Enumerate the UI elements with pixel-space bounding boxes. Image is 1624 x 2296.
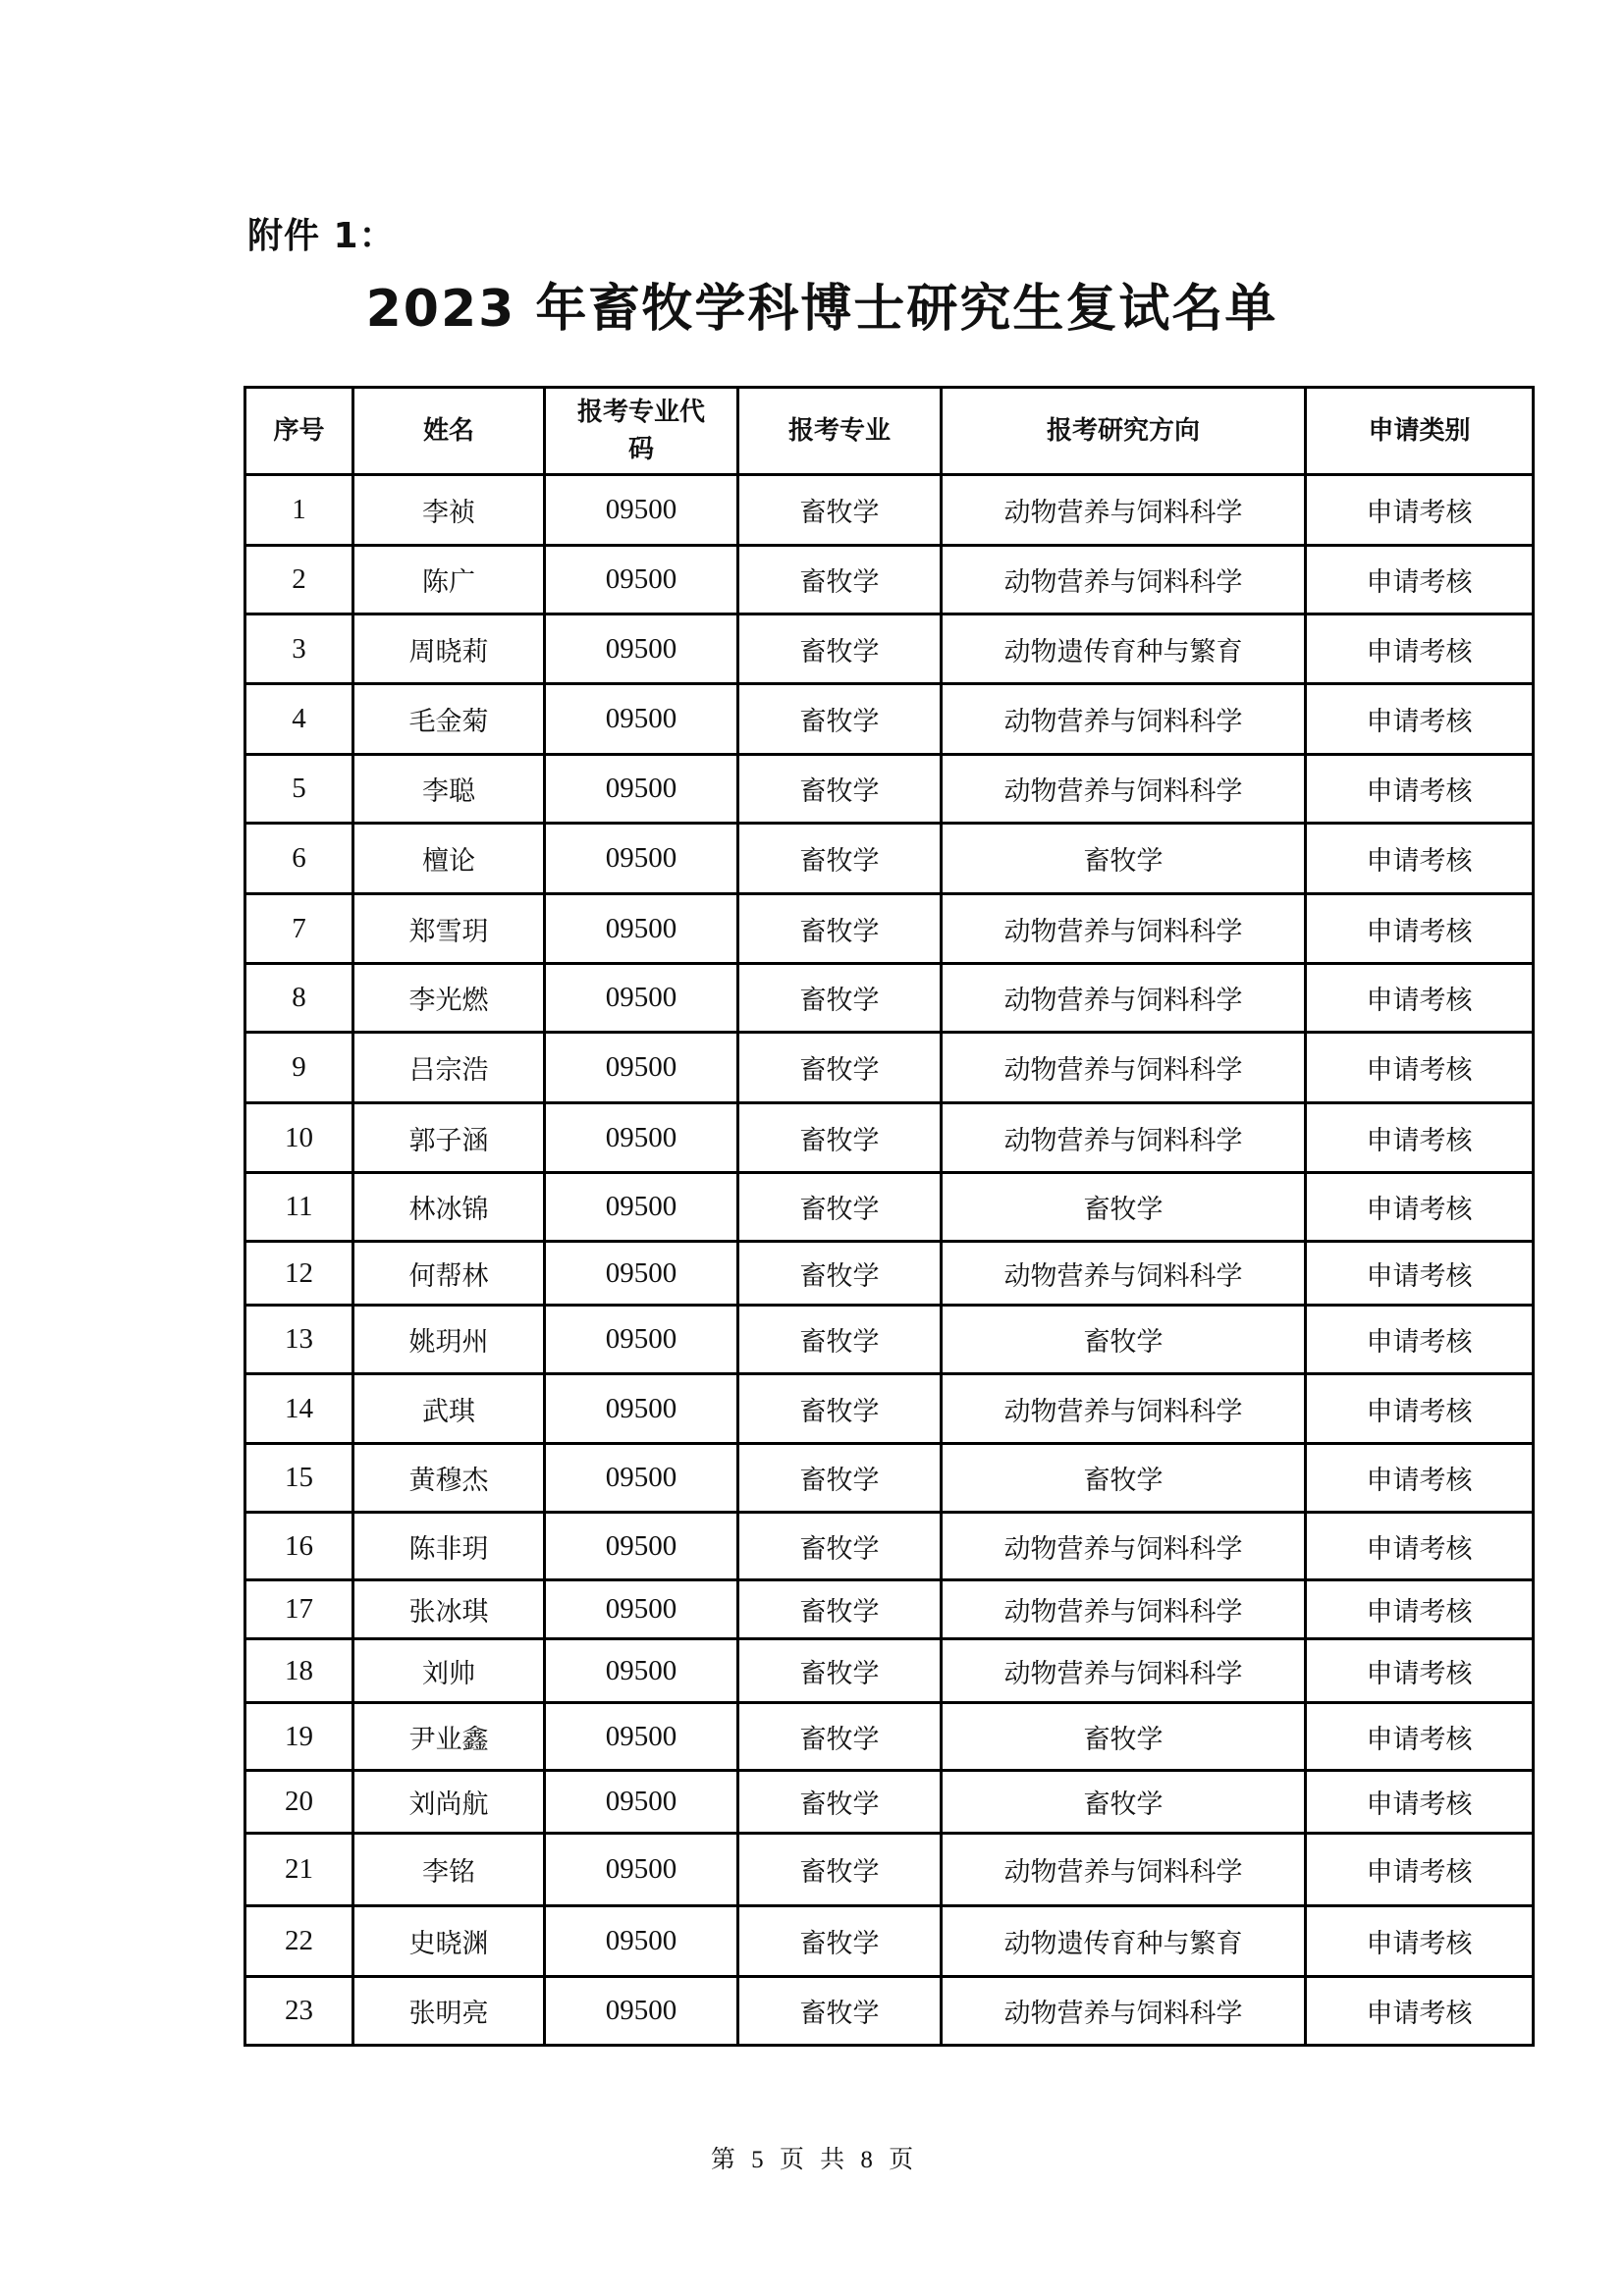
candidate-name: 李祯 (353, 475, 545, 546)
application-type: 申请考核 (1306, 1977, 1534, 2046)
application-type: 申请考核 (1306, 1306, 1534, 1374)
row-number: 2 (245, 546, 353, 614)
header-direction: 报考研究方向 (942, 388, 1306, 475)
application-type: 申请考核 (1306, 1444, 1534, 1513)
major-code: 09500 (545, 684, 738, 755)
row-number: 23 (245, 1977, 353, 2046)
table-row (245, 1173, 1534, 1242)
candidate-name: 刘帅 (353, 1639, 545, 1703)
header-no: 序号 (245, 388, 353, 475)
application-type: 申请考核 (1306, 1771, 1534, 1834)
attachment-label: 附件 1： (247, 216, 396, 256)
major: 畜牧学 (738, 475, 942, 546)
research-direction: 动物营养与饲料科学 (942, 546, 1306, 614)
row-number: 16 (245, 1513, 353, 1580)
candidate-name: 周晓莉 (353, 614, 545, 684)
table-row (245, 546, 1534, 614)
application-type: 申请考核 (1306, 755, 1534, 824)
page-footer: 第 5 页 共 8 页 (710, 2147, 914, 2173)
table-row (245, 1639, 1534, 1703)
major: 畜牧学 (738, 1639, 942, 1703)
candidate-name: 毛金菊 (353, 684, 545, 755)
application-type: 申请考核 (1306, 1513, 1534, 1580)
table-row (245, 824, 1534, 894)
application-type: 申请考核 (1306, 684, 1534, 755)
application-type: 申请考核 (1306, 614, 1534, 684)
table-row (245, 1306, 1534, 1374)
major: 畜牧学 (738, 614, 942, 684)
research-direction: 动物营养与饲料科学 (942, 1834, 1306, 1906)
application-type: 申请考核 (1306, 1834, 1534, 1906)
application-type: 申请考核 (1306, 1173, 1534, 1242)
research-direction: 畜牧学 (942, 1703, 1306, 1771)
document-title: 2023 年畜牧学科博士研究生复试名单 (365, 280, 1278, 339)
row-number: 21 (245, 1834, 353, 1906)
candidate-name: 李光燃 (353, 964, 545, 1033)
research-direction: 畜牧学 (942, 1444, 1306, 1513)
major-code: 09500 (545, 546, 738, 614)
application-type: 申请考核 (1306, 1703, 1534, 1771)
row-number: 20 (245, 1771, 353, 1834)
major: 畜牧学 (738, 1374, 942, 1444)
major: 畜牧学 (738, 1242, 942, 1306)
major: 畜牧学 (738, 1580, 942, 1639)
table-row (245, 755, 1534, 824)
table-row (245, 1444, 1534, 1513)
table-row (245, 1580, 1534, 1639)
table-row (245, 1513, 1534, 1580)
header-type: 申请类别 (1306, 388, 1534, 475)
major-code: 09500 (545, 1580, 738, 1639)
candidate-name: 檀论 (353, 824, 545, 894)
major: 畜牧学 (738, 546, 942, 614)
table-row (245, 1834, 1534, 1906)
application-type: 申请考核 (1306, 1906, 1534, 1977)
research-direction: 动物遗传育种与繁育 (942, 614, 1306, 684)
application-type: 申请考核 (1306, 824, 1534, 894)
row-number: 4 (245, 684, 353, 755)
major: 畜牧学 (738, 1103, 942, 1173)
table-header-row (245, 388, 1534, 475)
candidate-name: 陈非玥 (353, 1513, 545, 1580)
major: 畜牧学 (738, 964, 942, 1033)
header-major: 报考专业 (738, 388, 942, 475)
row-number: 14 (245, 1374, 353, 1444)
application-type: 申请考核 (1306, 475, 1534, 546)
application-type: 申请考核 (1306, 964, 1534, 1033)
major: 畜牧学 (738, 755, 942, 824)
application-type: 申请考核 (1306, 546, 1534, 614)
row-number: 18 (245, 1639, 353, 1703)
table-row (245, 1906, 1534, 1977)
row-number: 19 (245, 1703, 353, 1771)
row-number: 8 (245, 964, 353, 1033)
research-direction: 动物遗传育种与繁育 (942, 1906, 1306, 1977)
major-code: 09500 (545, 1444, 738, 1513)
major-code: 09500 (545, 614, 738, 684)
major-code: 09500 (545, 1103, 738, 1173)
major: 畜牧学 (738, 1306, 942, 1374)
table-row (245, 475, 1534, 546)
major-code: 09500 (545, 1771, 738, 1834)
candidate-name: 黄穆杰 (353, 1444, 545, 1513)
table-row (245, 1103, 1534, 1173)
major-code: 09500 (545, 824, 738, 894)
research-direction: 动物营养与饲料科学 (942, 684, 1306, 755)
major-code: 09500 (545, 1033, 738, 1103)
research-direction: 动物营养与饲料科学 (942, 964, 1306, 1033)
research-direction: 动物营养与饲料科学 (942, 1374, 1306, 1444)
row-number: 15 (245, 1444, 353, 1513)
application-type: 申请考核 (1306, 1033, 1534, 1103)
candidate-name: 陈广 (353, 546, 545, 614)
row-number: 13 (245, 1306, 353, 1374)
candidate-name: 武琪 (353, 1374, 545, 1444)
table-row (245, 894, 1534, 964)
major-code: 09500 (545, 1306, 738, 1374)
major-code: 09500 (545, 755, 738, 824)
major-code: 09500 (545, 1834, 738, 1906)
research-direction: 畜牧学 (942, 1306, 1306, 1374)
major-code: 09500 (545, 1703, 738, 1771)
research-direction: 动物营养与饲料科学 (942, 1580, 1306, 1639)
major: 畜牧学 (738, 824, 942, 894)
row-number: 5 (245, 755, 353, 824)
candidate-name: 刘尚航 (353, 1771, 545, 1834)
application-type: 申请考核 (1306, 1374, 1534, 1444)
major: 畜牧学 (738, 1977, 942, 2046)
application-type: 申请考核 (1306, 894, 1534, 964)
row-number: 11 (245, 1173, 353, 1242)
major: 畜牧学 (738, 1771, 942, 1834)
candidate-name: 李铭 (353, 1834, 545, 1906)
major-code: 09500 (545, 1513, 738, 1580)
major-code: 09500 (545, 1906, 738, 1977)
candidate-name: 郭子涵 (353, 1103, 545, 1173)
research-direction: 动物营养与饲料科学 (942, 1033, 1306, 1103)
candidate-name: 林冰锦 (353, 1173, 545, 1242)
research-direction: 动物营养与饲料科学 (942, 1639, 1306, 1703)
major: 畜牧学 (738, 1513, 942, 1580)
major-code: 09500 (545, 1242, 738, 1306)
header-code (545, 388, 738, 475)
major-code: 09500 (545, 964, 738, 1033)
table-row (245, 614, 1534, 684)
table-row (245, 1374, 1534, 1444)
candidate-name: 尹业鑫 (353, 1703, 545, 1771)
research-direction: 动物营养与饲料科学 (942, 475, 1306, 546)
row-number: 10 (245, 1103, 353, 1173)
header-name: 姓名 (353, 388, 545, 475)
major: 畜牧学 (738, 1834, 942, 1906)
row-number: 6 (245, 824, 353, 894)
major-code: 09500 (545, 894, 738, 964)
research-direction: 畜牧学 (942, 1771, 1306, 1834)
candidate-name: 姚玥州 (353, 1306, 545, 1374)
row-number: 22 (245, 1906, 353, 1977)
application-type: 申请考核 (1306, 1242, 1534, 1306)
header-code-label: 报考专业代码 (576, 398, 705, 464)
major: 畜牧学 (738, 1033, 942, 1103)
major: 畜牧学 (738, 894, 942, 964)
table-row (245, 1242, 1534, 1306)
row-number: 12 (245, 1242, 353, 1306)
major: 畜牧学 (738, 1906, 942, 1977)
table-row (245, 1033, 1534, 1103)
research-direction: 动物营养与饲料科学 (942, 755, 1306, 824)
table-row (245, 964, 1534, 1033)
candidate-table (244, 386, 1535, 2047)
major-code: 09500 (545, 1374, 738, 1444)
research-direction: 动物营养与饲料科学 (942, 894, 1306, 964)
major: 畜牧学 (738, 1703, 942, 1771)
row-number: 7 (245, 894, 353, 964)
research-direction: 畜牧学 (942, 824, 1306, 894)
major-code: 09500 (545, 1173, 738, 1242)
application-type: 申请考核 (1306, 1639, 1534, 1703)
candidate-name: 吕宗浩 (353, 1033, 545, 1103)
major: 畜牧学 (738, 684, 942, 755)
candidate-name: 张明亮 (353, 1977, 545, 2046)
major: 畜牧学 (738, 1444, 942, 1513)
table-row (245, 1977, 1534, 2046)
research-direction: 动物营养与饲料科学 (942, 1977, 1306, 2046)
candidate-name: 郑雪玥 (353, 894, 545, 964)
table-row (245, 1703, 1534, 1771)
application-type: 申请考核 (1306, 1103, 1534, 1173)
application-type: 申请考核 (1306, 1580, 1534, 1639)
table-row (245, 684, 1534, 755)
row-number: 9 (245, 1033, 353, 1103)
row-number: 3 (245, 614, 353, 684)
major-code: 09500 (545, 1639, 738, 1703)
research-direction: 动物营养与饲料科学 (942, 1513, 1306, 1580)
candidate-name: 史晓渊 (353, 1906, 545, 1977)
major-code: 09500 (545, 1977, 738, 2046)
row-number: 17 (245, 1580, 353, 1639)
candidate-name: 李聪 (353, 755, 545, 824)
major: 畜牧学 (738, 1173, 942, 1242)
candidate-name: 张冰琪 (353, 1580, 545, 1639)
research-direction: 动物营养与饲料科学 (942, 1242, 1306, 1306)
candidate-name: 何帮林 (353, 1242, 545, 1306)
row-number: 1 (245, 475, 353, 546)
major-code: 09500 (545, 475, 738, 546)
research-direction: 畜牧学 (942, 1173, 1306, 1242)
research-direction: 动物营养与饲料科学 (942, 1103, 1306, 1173)
table-row (245, 1771, 1534, 1834)
